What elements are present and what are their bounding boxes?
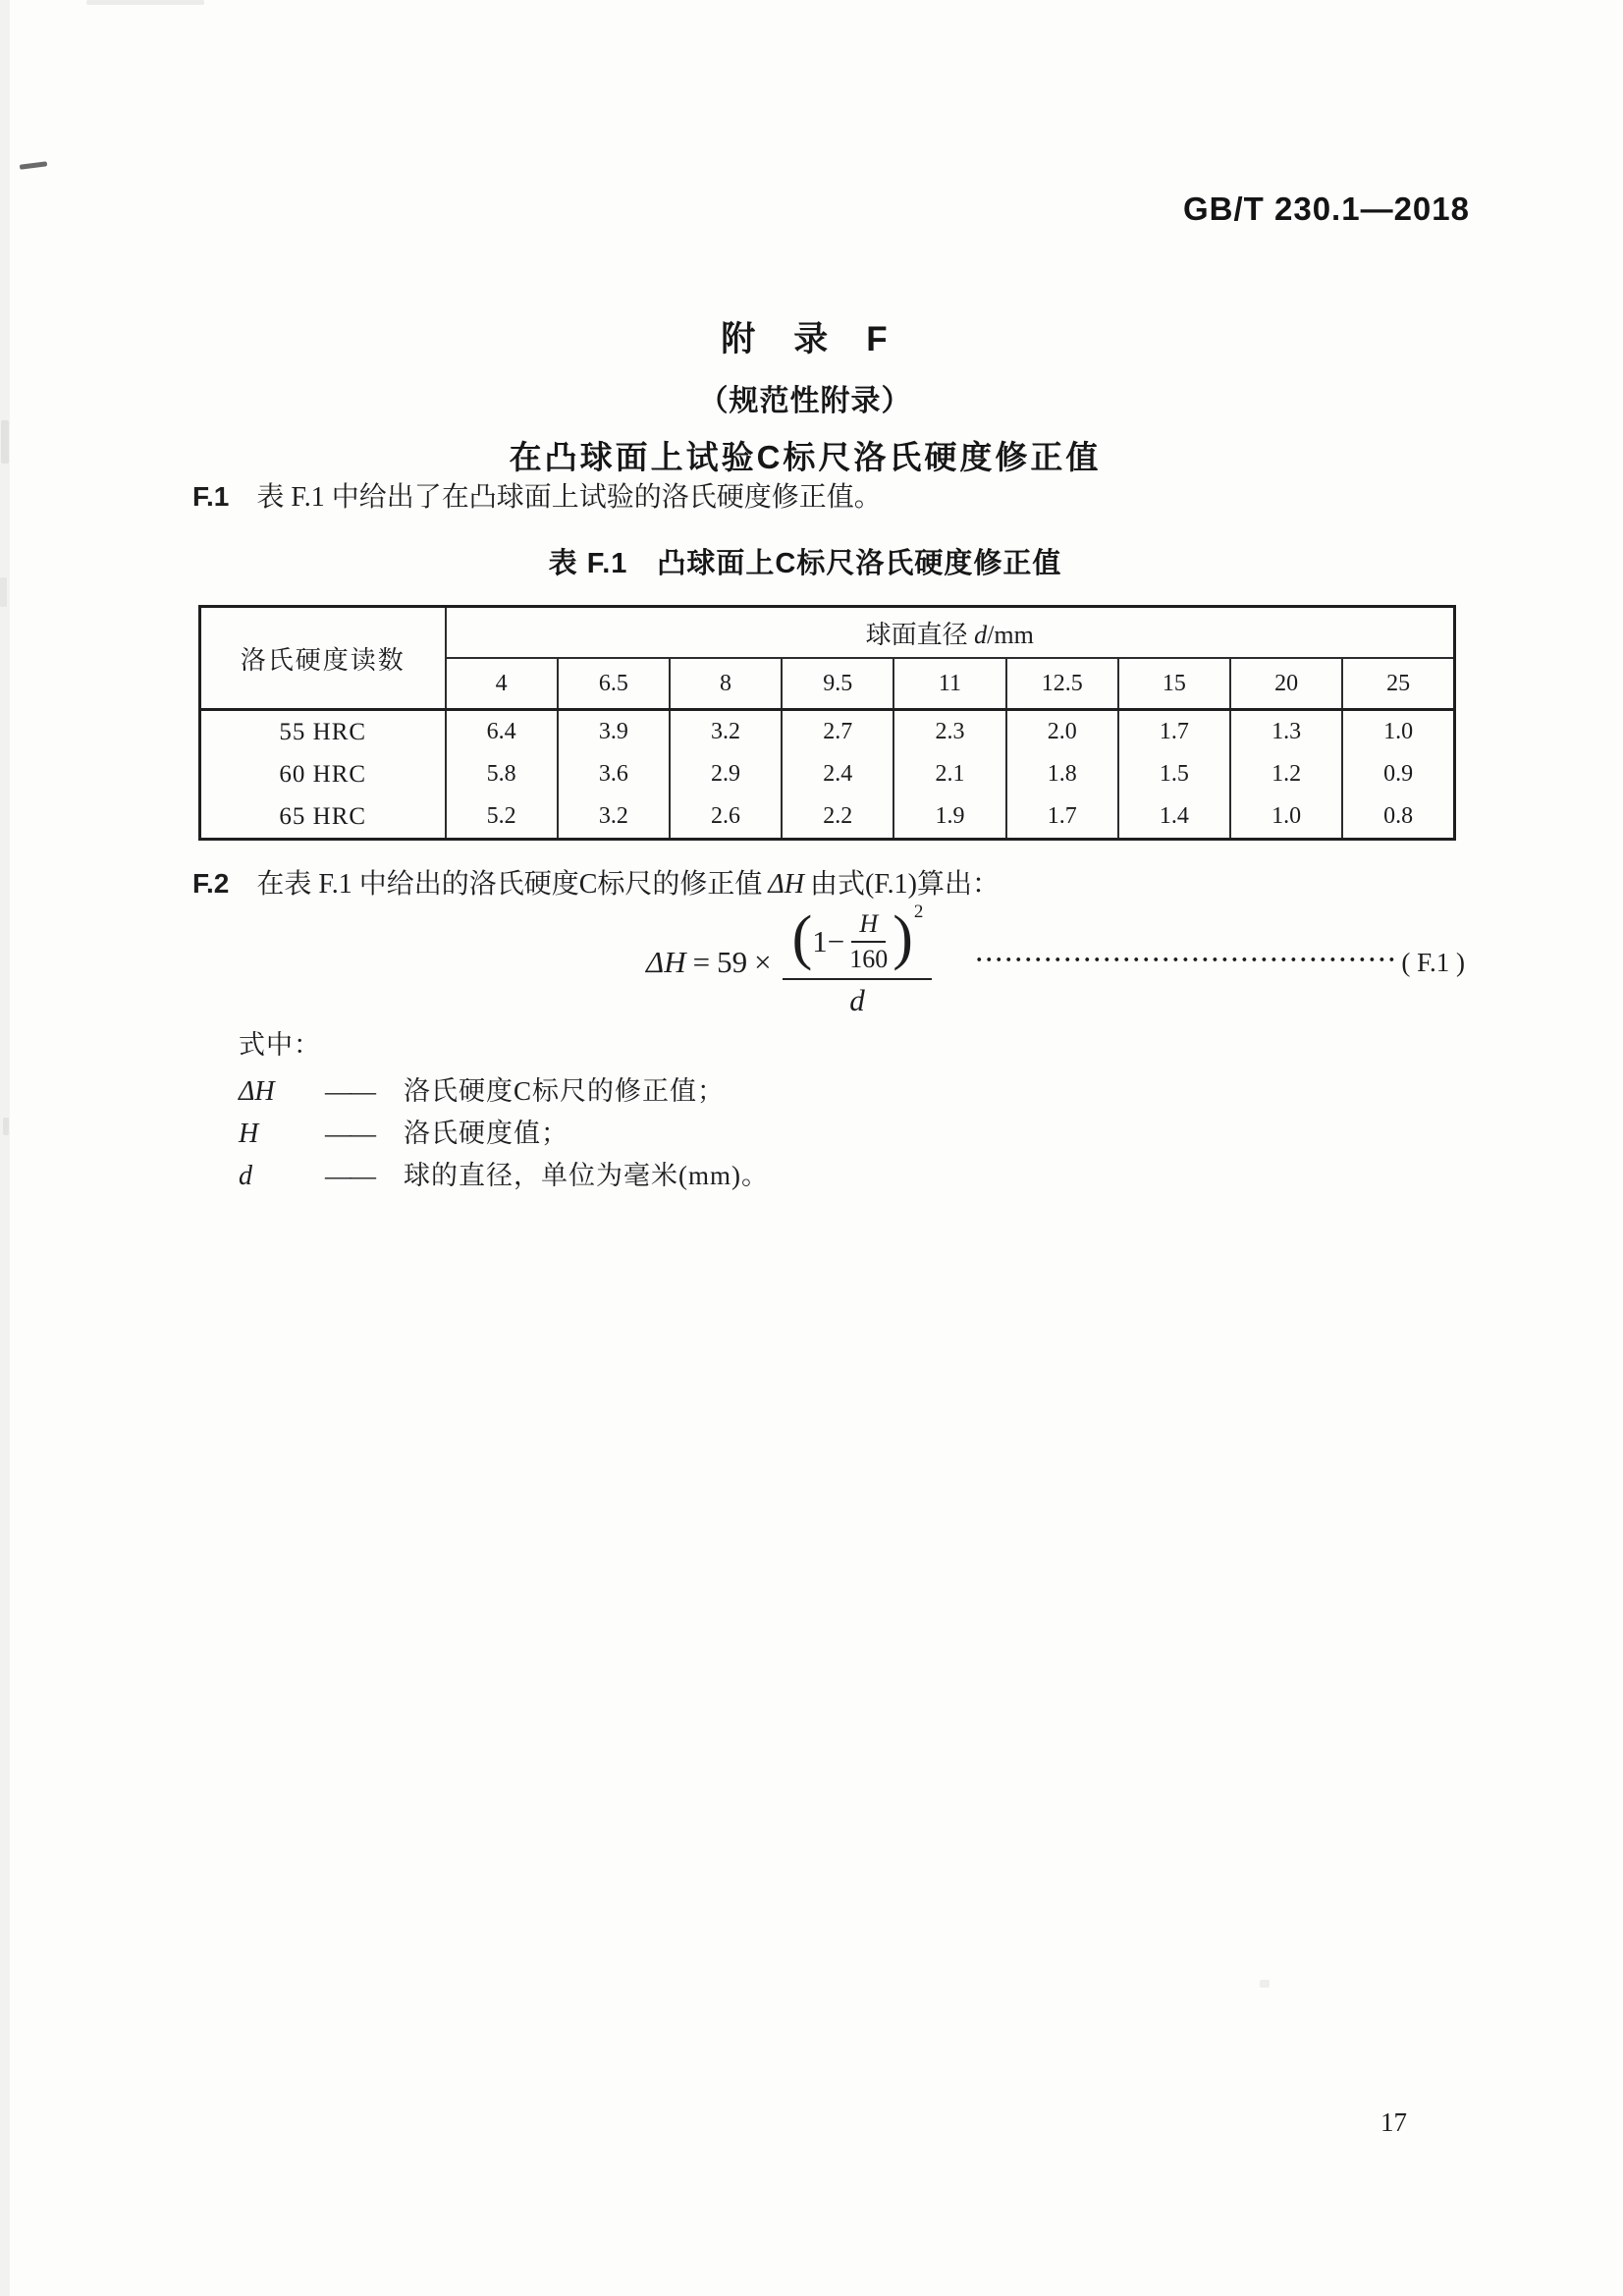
table-cell: 1.9	[893, 795, 1005, 840]
clause-f2-symbol: ΔH	[768, 869, 805, 900]
column-header: 12.5	[1006, 658, 1118, 710]
table-cell: 0.9	[1342, 753, 1454, 795]
column-header: 20	[1230, 658, 1342, 710]
table-cell: 1.5	[1118, 753, 1230, 795]
table-cell: 2.1	[893, 753, 1005, 795]
clause-f2-text-after: 由式(F.1)算出：	[810, 869, 1001, 900]
inner-fraction	[849, 909, 888, 974]
table-cell: 2.4	[782, 753, 893, 795]
where-item	[239, 1162, 1319, 1190]
table-cell: 1.3	[1230, 710, 1342, 754]
column-header: 11	[893, 658, 1005, 710]
group-label-suffix: /mm	[987, 620, 1034, 649]
appendix-title: 附 录 F	[721, 320, 890, 358]
column-header: 9.5	[782, 658, 893, 710]
table-row	[200, 710, 1455, 754]
page-number: 17	[1380, 2107, 1407, 2137]
times-sign: ×	[754, 945, 772, 979]
column-header: 6.5	[558, 658, 670, 710]
clause-f2-text-before: 在表 F.1 中给出的洛氏硬度C标尺的修正值	[256, 869, 763, 900]
scan-artifact	[3, 1118, 9, 1135]
appendix-subtitle: （规范性附录）	[698, 385, 912, 417]
hardness-correction-table	[198, 605, 1456, 841]
row-label: 60 HRC	[279, 760, 367, 788]
table-cell: 5.2	[446, 795, 558, 840]
where-block	[239, 1023, 1319, 1204]
column-header: 8	[670, 658, 782, 710]
outer-numerator	[783, 901, 933, 980]
table-cell: 0.8	[1342, 795, 1454, 840]
where-intro: 式中：	[239, 1030, 321, 1060]
exponent: 2	[913, 901, 924, 922]
table-cell: 2.3	[893, 710, 1005, 754]
inner-denominator: 160	[849, 944, 889, 973]
scan-artifact	[1260, 1980, 1270, 1988]
column-header: 25	[1342, 658, 1454, 710]
formula-label: ( F.1 )	[1401, 947, 1465, 977]
appendix-heading: 在凸球面上试验C标尺洛氏硬度修正值	[509, 439, 1102, 475]
table-cell: 2.2	[782, 795, 893, 840]
equals-sign: =	[692, 945, 711, 979]
table-cell: 2.7	[782, 710, 893, 754]
clause-f1-text: 表 F.1 中给出了在凸球面上试验的洛氏硬度修正值。	[256, 482, 882, 513]
formula-f1	[646, 901, 932, 1018]
outer-denominator: d	[849, 982, 865, 1017]
one-minus: 1−	[812, 923, 845, 958]
column-header: 4	[495, 670, 508, 696]
group-label-prefix: 球面直径	[865, 620, 975, 649]
where-desc: 洛氏硬度值；	[404, 1119, 568, 1148]
clause-f2	[192, 862, 1479, 902]
table-cell: 1.8	[1006, 753, 1118, 795]
table-cell: 1.7	[1118, 710, 1230, 754]
where-symbol: ΔH	[239, 1076, 275, 1107]
formula-row	[196, 901, 1465, 1019]
table-cell: 5.8	[446, 753, 558, 795]
where-item	[239, 1120, 1319, 1148]
leader-dots: ···········································	[975, 947, 1398, 973]
table-cell: 2.6	[670, 795, 782, 840]
table-group-header-row	[200, 607, 1455, 659]
table-row	[200, 795, 1455, 840]
formula-coefficient: 59	[717, 945, 748, 979]
scan-artifact	[1, 420, 9, 464]
table-cell: 3.2	[558, 795, 670, 840]
table-cell: 3.6	[558, 753, 670, 795]
table-cell: 3.9	[558, 710, 670, 754]
table-cell: 3.2	[670, 710, 782, 754]
scan-artifact	[20, 161, 47, 169]
clause-f1-number: F.1	[192, 481, 230, 512]
standard-code: GB/T 230.1—2018	[1183, 191, 1470, 227]
outer-fraction	[783, 901, 933, 1018]
where-desc: 洛氏硬度C标尺的修正值；	[404, 1076, 726, 1106]
open-paren: (	[791, 903, 813, 971]
formula-leader	[975, 948, 1465, 978]
table-caption: 表 F.1 凸球面上C标尺洛氏硬度修正值	[548, 548, 1062, 579]
where-dash: ——	[325, 1076, 374, 1106]
row-label: 65 HRC	[279, 802, 367, 830]
close-paren: )	[893, 903, 913, 971]
table-column-group-header	[446, 607, 1455, 659]
table-row	[200, 753, 1455, 795]
where-item	[239, 1077, 1319, 1106]
where-symbol: d	[239, 1161, 252, 1191]
column-header: 15	[1118, 658, 1230, 710]
table-cell: 6.4	[446, 710, 558, 754]
where-symbol: H	[239, 1119, 259, 1149]
row-label: 55 HRC	[279, 718, 367, 745]
table-cell: 2.0	[1006, 710, 1118, 754]
scan-edge-strip	[0, 0, 10, 2296]
appendix-title-block	[167, 312, 1443, 478]
table-cell: 1.7	[1006, 795, 1118, 840]
clause-f1	[192, 475, 1479, 515]
group-symbol-d: d	[974, 620, 988, 649]
inner-numerator: H	[851, 909, 886, 943]
scan-artifact	[86, 0, 204, 5]
scan-artifact	[0, 577, 7, 607]
table-cell: 1.0	[1342, 710, 1454, 754]
formula-lhs: ΔH	[646, 945, 686, 979]
table-cell: 2.9	[670, 753, 782, 795]
table-cell: 1.4	[1118, 795, 1230, 840]
clause-f2-number: F.2	[192, 868, 230, 899]
where-dash: ——	[325, 1161, 374, 1190]
where-dash: ——	[325, 1119, 374, 1148]
table-cell: 1.2	[1230, 753, 1342, 795]
table-row-header: 洛氏硬度读数	[200, 607, 446, 710]
where-desc: 球的直径，单位为毫米(mm)。	[404, 1161, 769, 1190]
table-cell: 1.0	[1230, 795, 1342, 840]
